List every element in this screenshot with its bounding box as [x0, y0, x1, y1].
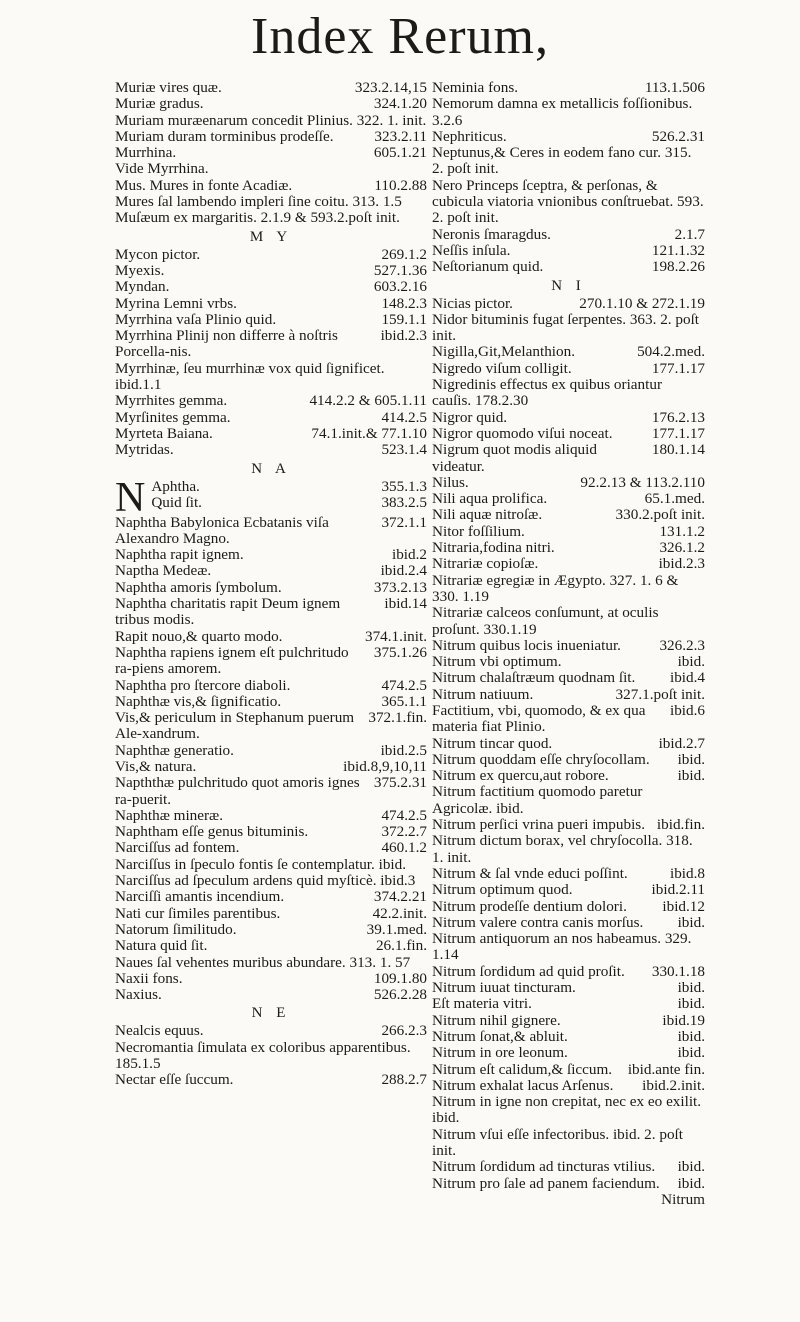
- page-reference: 326.1.2: [659, 539, 705, 557]
- page-reference: 109.1.80: [373, 969, 427, 987]
- entry-text: Eſt materia vitri.: [432, 995, 532, 1013]
- page-reference: ibid.: [677, 1158, 705, 1176]
- index-entry: [115, 645, 427, 678]
- page-reference: ibid.2.4: [380, 562, 427, 580]
- index-entry: [432, 784, 705, 817]
- index-entry: [115, 279, 427, 295]
- entry-text: Nitrum ſordidum ad quid proſit.: [432, 962, 625, 980]
- index-entry: [432, 556, 705, 572]
- entry-text: Myrrhina vaſa Plinio quid.: [115, 310, 277, 328]
- page-reference: ibid.19: [662, 1011, 705, 1029]
- page-reference: ibid.14: [384, 595, 427, 613]
- page-reference: ibid.4: [669, 669, 705, 687]
- page-reference: ibid.8: [669, 864, 705, 882]
- index-entry: [432, 259, 705, 275]
- page-reference: 198.2.26: [651, 258, 705, 276]
- index-entry: [115, 129, 427, 145]
- entry-text: Myrſinites gemma.: [115, 408, 231, 426]
- page-reference: 374.2.21: [373, 888, 427, 906]
- entry-text: Nitrum vbi optimum.: [432, 653, 562, 671]
- entry-text: Nitrum factitium quomodo paretur Agricolæ. ibid.: [432, 783, 643, 817]
- index-entry: [115, 393, 427, 409]
- page-reference: 605.1.21: [373, 144, 427, 162]
- index-entry: [115, 312, 427, 328]
- page-reference: ibid.: [677, 1174, 705, 1192]
- entry-text: Myndan.: [115, 278, 170, 296]
- index-entry: [115, 580, 427, 596]
- index-entry: [432, 573, 705, 606]
- page-reference: 375.2.31: [373, 774, 427, 792]
- entry-text: Nitrariæ copioſæ.: [432, 555, 539, 573]
- page-reference: 355.1.3: [381, 477, 427, 495]
- index-entry: [432, 296, 705, 312]
- index-entry: [432, 964, 705, 980]
- entry-text: Mycon pictor.: [115, 245, 201, 263]
- index-entry: [115, 442, 427, 458]
- index-entry: [432, 1078, 705, 1094]
- index-entry: [432, 361, 705, 377]
- section-heading: N A: [251, 460, 291, 477]
- page-reference: ibid.fin.: [656, 816, 705, 834]
- page-reference: 159.1.1: [381, 310, 427, 328]
- index-entry: [432, 1013, 705, 1029]
- page-reference: 372.1.fin.: [368, 709, 427, 727]
- page-reference: 113.1.506: [644, 79, 705, 96]
- index-entry: [432, 344, 705, 360]
- entry-text: Nati cur ſimiles parentibus.: [115, 904, 281, 922]
- entry-text: Mures ſal lambendo impleri ſine coitu. 313. 1.5: [115, 193, 402, 211]
- index-entry: [432, 524, 705, 540]
- entry-text: Nitrum optimum quod.: [432, 881, 573, 899]
- index-entry: [115, 1023, 427, 1039]
- index-entry: [432, 687, 705, 703]
- index-entry: [115, 495, 427, 515]
- index-entry: [115, 80, 427, 96]
- entry-text: Neronis ſmaragdus.: [432, 225, 551, 243]
- entry-text: Naphtha pro ſtercore diaboli.: [115, 676, 291, 694]
- entry-text: Nitrum prodeſſe dentium dolori.: [432, 897, 627, 915]
- entry-text: Muriæ vires quæ.: [115, 79, 222, 96]
- index-entry: [432, 752, 705, 768]
- entry-text: Necromantia ſimulata ex coloribus apparentibus. 185.1.5: [115, 1038, 411, 1073]
- index-entry: [115, 247, 427, 263]
- entry-text: Muſæum ex margaritis. 2.1.9 & 593.2.poſt init.: [115, 209, 400, 227]
- page-reference: 121.1.32: [651, 241, 705, 259]
- index-entry: [432, 312, 705, 345]
- page-reference: ibid.12: [662, 897, 705, 915]
- index-entry: [115, 710, 427, 743]
- page-reference: 375.1.26: [373, 643, 427, 661]
- page-reference: ibid.6: [669, 701, 705, 719]
- entry-text: Natorum ſimilitudo.: [115, 920, 237, 938]
- entry-text: Nigredinis effectus ex quibus oriantur cauſis. 178.2.30: [432, 376, 663, 410]
- entry-text: Myrteta Baiana.: [115, 424, 213, 442]
- page-reference: ibid.ante fin.: [627, 1060, 705, 1078]
- page-reference: ibid.2: [391, 546, 427, 564]
- index-entry: [115, 857, 427, 873]
- index-entry: [115, 743, 427, 759]
- entry-text: Nero Princeps ſceptra, & perſonas, & cubicula viatoria vnionibus conſtruebat. 593. 2. poſt init.: [432, 176, 704, 227]
- entry-text: Nitrum dictum borax, vel chryſocolla. 318. 1. init.: [432, 832, 693, 866]
- index-entry: [432, 475, 705, 491]
- page-reference: 460.1.2: [381, 839, 427, 857]
- page-reference: 270.1.10 & 272.1.19: [579, 294, 705, 312]
- index-entry: [115, 426, 427, 442]
- index-entry: [432, 227, 705, 243]
- index-entry: [432, 1127, 705, 1160]
- page-reference: 504.2.med.: [637, 343, 705, 361]
- index-entry: [432, 96, 705, 129]
- entry-text: Nigredo viſum colligit.: [432, 359, 572, 377]
- page-reference: 603.2.16: [373, 278, 427, 296]
- index-entry: [115, 161, 427, 177]
- entry-text: Nili aquæ nitroſæ.: [432, 506, 543, 524]
- index-entry: [432, 899, 705, 915]
- index-entry: [432, 736, 705, 752]
- page-reference: 176.2.13: [651, 408, 705, 426]
- page-reference: 372.1.1: [381, 513, 427, 531]
- entry-text: Nigilla,Git,Melanthion.: [432, 343, 575, 361]
- entry-text: Napththæ pulchritudo quot amoris ignes ra-puerit.: [115, 774, 360, 808]
- entry-text: Mytridas.: [115, 441, 174, 459]
- entry-text: Naphtha Babylonica Ecbatanis viſa Alexandro Magno.: [115, 513, 329, 547]
- page-reference: ibid.: [677, 767, 705, 785]
- index-entry: [432, 670, 705, 686]
- page-reference: 474.2.5: [381, 806, 427, 824]
- index-entry: [432, 507, 705, 523]
- entry-text: Vis,& natura.: [115, 757, 197, 775]
- entry-text: Myrina Lemni vrbs.: [115, 294, 237, 312]
- entry-text: Narciſſus in ſpeculo fontis ſe contemplatur. ibid.: [115, 855, 407, 873]
- index-entry: [115, 889, 427, 905]
- page-reference: ibid.2.11: [651, 881, 705, 899]
- entry-text: Naphtha rapiens ignem eſt pulchritudo ra-piens amorem.: [115, 643, 349, 678]
- entry-text: Nitrum in ore leonum.: [432, 1044, 568, 1062]
- entry-text: Rapit nouo,& quarto modo.: [115, 627, 283, 645]
- entry-text: Nitrum natiuum.: [432, 685, 534, 703]
- index-entry: [115, 971, 427, 987]
- index-entry: [115, 840, 427, 856]
- page-reference: 372.2.7: [381, 823, 427, 841]
- entry-text: Nitrum in igne non crepitat, nec ex eo exilit. ibid.: [432, 1093, 702, 1127]
- index-entry: [432, 1094, 705, 1127]
- page-reference: 131.1.2: [659, 522, 705, 540]
- entry-text: Neptunus,& Ceres in eodem fano cur. 315. 2. poſt init.: [432, 144, 692, 178]
- entry-text: Nitrum tincar quod.: [432, 734, 553, 752]
- index-entry: [432, 377, 705, 410]
- entry-text: Nitrum & ſal vnde educi poſſint.: [432, 864, 628, 882]
- section-heading: N I: [551, 277, 586, 294]
- entry-text: Nigror quomodo viſui noceat.: [432, 424, 613, 442]
- index-entry: [432, 1159, 705, 1175]
- entry-text: Nidor bituminis fugat ſerpentes. 363. 2. poſt init.: [432, 310, 700, 345]
- index-entry: [432, 605, 705, 638]
- entry-text: Naptha Medeæ.: [115, 562, 212, 580]
- index-entry: [115, 1072, 427, 1088]
- entry-text: Nitor foſſilium.: [432, 522, 525, 540]
- page-title: Index Rerum,: [251, 8, 549, 65]
- index-entry: [432, 442, 705, 475]
- index-entry: [432, 703, 705, 736]
- page-reference: 110.2.88: [374, 176, 427, 194]
- right-column: [432, 80, 705, 1208]
- entry-text: Nitraria,fodina nitri.: [432, 539, 555, 557]
- entry-text: Natura quid ſit.: [115, 937, 208, 955]
- page-reference: ibid.2.5: [380, 741, 427, 759]
- page-reference: 330.1.18: [651, 962, 705, 980]
- entry-text: Nitrum iuuat tincturam.: [432, 979, 576, 997]
- index-entry: [432, 833, 705, 866]
- page-reference: ibid.: [677, 653, 705, 671]
- drop-capital: N: [115, 474, 146, 521]
- page-reference: 42.2.init.: [372, 904, 427, 922]
- index-entry: [432, 178, 705, 227]
- section-heading: M Y: [249, 228, 293, 245]
- index-entry: [115, 1040, 427, 1073]
- index-entry: [432, 817, 705, 833]
- entry-text: Nectar eſſe ſuccum.: [115, 1071, 234, 1089]
- index-entry: [432, 426, 705, 442]
- page-reference: 26.1.fin.: [375, 937, 427, 955]
- page-reference: 177.1.17: [651, 424, 705, 442]
- index-entry: [115, 824, 427, 840]
- page-reference: 327.1.poſt init.: [615, 685, 705, 703]
- entry-text: Nealcis equus.: [115, 1022, 204, 1040]
- index-entry: [115, 694, 427, 710]
- entry-text: Vis,& periculum in Stephanum puerum Ale-xandrum.: [115, 709, 355, 743]
- index-entry: [115, 563, 427, 579]
- entry-text: Muriam muræenarum concedit Plinius. 322. 1. init.: [115, 111, 427, 129]
- page-reference: ibid.8,9,10,11: [343, 757, 427, 775]
- index-entry: [115, 328, 427, 361]
- entry-text: Narciſſus ad fontem.: [115, 839, 240, 857]
- entry-text: Nitrum antiquorum an nos habeamus. 329. 1.14: [432, 930, 692, 964]
- index-entry: [115, 263, 427, 279]
- index-entry: [115, 808, 427, 824]
- page-reference: 269.1.2: [381, 245, 427, 263]
- page-reference: 148.2.3: [381, 294, 427, 312]
- page-reference: 324.1.20: [373, 95, 427, 113]
- entry-text: Nitrum valere contra canis morſus.: [432, 913, 644, 931]
- index-entry: [115, 145, 427, 161]
- entry-text: Aphtha.: [151, 477, 200, 495]
- entry-text: Murrhina.: [115, 144, 177, 162]
- section-heading: N E: [251, 1005, 291, 1022]
- entry-text: Nitrum pro ſale ad panem faciendum.: [432, 1174, 660, 1192]
- entry-text: Nephriticus.: [432, 127, 507, 145]
- entry-text: Nitrum perſici vrina pueri impubis.: [432, 816, 646, 834]
- page-reference: 323.2.11: [374, 127, 427, 145]
- page-reference: 523.1.4: [381, 441, 427, 459]
- page-reference: 330.2.poſt init.: [615, 506, 705, 524]
- index-entry: [432, 654, 705, 670]
- page-reference: 527.1.36: [373, 261, 427, 279]
- index-entry: [432, 866, 705, 882]
- entry-text: Naphtham eſſe genus bituminis.: [115, 823, 309, 841]
- entry-text: Neminia fons.: [432, 79, 519, 96]
- entry-text: Nitrum nihil gignere.: [432, 1011, 561, 1029]
- entry-text: Naphthæ vis,& ſignificatio.: [115, 692, 282, 710]
- index-entry: [115, 775, 427, 808]
- index-entry: [115, 906, 427, 922]
- entry-text: Myrrhina Plinij non differre à noſtris Porcella-nis.: [115, 327, 338, 361]
- entry-text: Naues ſal vehentes muribus abundare. 313. 1. 57: [115, 953, 411, 971]
- index-entry: [115, 361, 427, 394]
- index-entry: [115, 922, 427, 938]
- index-entry: [115, 515, 427, 548]
- index-entry: [115, 629, 427, 645]
- index-entry: [432, 915, 705, 931]
- entry-text: Nitrum eſt calidum,& ſiccum.: [432, 1060, 613, 1078]
- index-entry: [115, 987, 427, 1003]
- entry-text: Nigrum quot modis aliquid videatur.: [432, 441, 597, 475]
- entry-text: Naphthæ mineræ.: [115, 806, 223, 824]
- page-reference: 414.2.2 & 605.1.11: [309, 392, 427, 410]
- entry-text: Neſtorianum quid.: [432, 258, 544, 276]
- index-entry: [115, 194, 427, 210]
- entry-text: Narciſſi amantis incendium.: [115, 888, 285, 906]
- page-reference: ibid.: [677, 979, 705, 997]
- page-reference: 180.1.14: [651, 441, 705, 459]
- entry-text: Nitrum chalaſtræum quodnam ſit.: [432, 669, 636, 687]
- entry-text: Nitrum ex quercu,aut robore.: [432, 767, 609, 785]
- page-reference: 474.2.5: [381, 676, 427, 694]
- index-entry: [432, 1045, 705, 1061]
- page-reference: ibid.2.3: [380, 327, 427, 345]
- page-reference: ibid.2.3: [658, 555, 705, 573]
- page-reference: 266.2.3: [381, 1022, 427, 1040]
- page-reference: ibid.2.init.: [642, 1076, 705, 1094]
- index-entry: [115, 678, 427, 694]
- entry-text: Myrrhinæ, ſeu murrhinæ vox quid ſignificet. ibid.1.1: [115, 359, 385, 394]
- entry-text: Nemorum damna ex metallicis foſſionibus. 3.2.6: [432, 95, 693, 129]
- entry-text: Myexis.: [115, 261, 165, 279]
- index-entry: [115, 410, 427, 426]
- index-entry: [115, 296, 427, 312]
- index-entry: [432, 491, 705, 507]
- index-entry: [432, 243, 705, 259]
- index-entry: [115, 955, 427, 971]
- page-reference: ibid.: [677, 913, 705, 931]
- index-entry: [432, 980, 705, 996]
- page-reference: ibid.2.7: [658, 734, 705, 752]
- index-entry: [432, 1176, 705, 1192]
- page-reference: ibid.: [677, 995, 705, 1013]
- entry-text: Nitrum ſonat,& abluit.: [432, 1027, 568, 1045]
- entry-text: Factitium, vbi, quomodo, & ex qua materia fiat Plinio.: [432, 701, 646, 736]
- page-reference: 288.2.7: [381, 1071, 427, 1089]
- entry-text: Muriam duram torminibus prodeſſe.: [115, 127, 334, 145]
- index-entry: [432, 1062, 705, 1078]
- index-entry: [115, 938, 427, 954]
- index-entry: [115, 178, 427, 194]
- entry-text: Nitrum quoddam eſſe chryſocollam.: [432, 750, 650, 768]
- index-entry: [432, 80, 705, 96]
- entry-text: Nitrum quibus locis inueniatur.: [432, 636, 621, 654]
- page-reference: 177.1.17: [651, 359, 705, 377]
- page-reference: ibid.: [677, 1027, 705, 1045]
- index-entry: [115, 873, 427, 889]
- index-entry: [115, 759, 427, 775]
- page-reference: 65.1.med.: [644, 490, 705, 508]
- entry-text: Muriæ gradus.: [115, 95, 204, 113]
- entry-text: Naxius.: [115, 986, 162, 1004]
- index-entry: [115, 596, 427, 629]
- entry-text: Quid ſit.: [151, 493, 202, 511]
- entry-text: Nilus.: [432, 473, 469, 491]
- index-entry: [115, 547, 427, 563]
- entry-text: Naphtha rapit ignem.: [115, 546, 244, 564]
- page-reference: 383.2.5: [381, 493, 427, 511]
- page-reference: 39.1.med.: [366, 920, 427, 938]
- entry-text: Mus. Mures in fonte Acadiæ.: [115, 176, 293, 194]
- index-entry: [432, 768, 705, 784]
- catchword: Nitrum: [661, 1190, 705, 1208]
- page-reference: 74.1.init.& 77.1.10: [311, 424, 427, 442]
- entry-text: Nitrum ſordidum ad tincturas vtilius.: [432, 1158, 656, 1176]
- entry-text: Nili aqua prolifica.: [432, 490, 548, 508]
- entry-text: Vide Myrrhina.: [115, 160, 209, 178]
- index-entry: [432, 129, 705, 145]
- index-entry: [432, 540, 705, 556]
- page-reference: 365.1.1: [381, 692, 427, 710]
- page-reference: 414.2.5: [381, 408, 427, 426]
- page-reference: 326.2.3: [659, 636, 705, 654]
- page-reference: ibid.: [677, 750, 705, 768]
- entry-text: Nitrum vſui eſſe infectoribus. ibid. 2. poſt init.: [432, 1125, 683, 1159]
- page-reference: 374.1.init.: [364, 627, 427, 645]
- page-reference: 323.2.14,15: [354, 79, 427, 96]
- page-reference: ibid.: [677, 1044, 705, 1062]
- entry-text: Nitrariæ calceos conſumunt, at oculis proſunt. 330.1.19: [432, 604, 659, 638]
- index-entry: [432, 931, 705, 964]
- index-entry: [432, 145, 705, 178]
- page-reference: 526.2.28: [373, 986, 427, 1004]
- page-reference: 526.2.31: [651, 127, 705, 145]
- entry-text: Nigror quid.: [432, 408, 508, 426]
- entry-text: Narciſſus ad ſpeculum ardens quid myſticè. ibid.3: [115, 872, 416, 890]
- page-reference: 92.2.13 & 113.2.110: [580, 473, 705, 491]
- entry-text: Naphtha amoris ſymbolum.: [115, 578, 282, 596]
- index-entry: [432, 996, 705, 1012]
- index-entry: [432, 1029, 705, 1045]
- entry-text: Myrrhites gemma.: [115, 392, 228, 410]
- entry-text: Naphthæ generatio.: [115, 741, 234, 759]
- index-entry: [432, 882, 705, 898]
- left-column: [115, 80, 427, 1089]
- entry-text: Nitrariæ egregiæ in Ægypto. 327. 1. 6 & 330. 1.19: [432, 571, 679, 605]
- entry-text: Naphtha charitatis rapit Deum ignem tribus modis.: [115, 595, 341, 629]
- index-entry: [115, 113, 427, 129]
- index-entry: [115, 210, 427, 226]
- page-reference: 2.1.7: [674, 225, 705, 243]
- entry-text: Nitrum exhalat lacus Arſenus.: [432, 1076, 614, 1094]
- page-reference: 373.2.13: [373, 578, 427, 596]
- index-entry: [115, 96, 427, 112]
- entry-text: Naxii fons.: [115, 969, 183, 987]
- entry-text: Nicias pictor.: [432, 294, 513, 312]
- index-entry: [432, 410, 705, 426]
- entry-text: Neſſis inſula.: [432, 241, 511, 259]
- index-entry: [432, 638, 705, 654]
